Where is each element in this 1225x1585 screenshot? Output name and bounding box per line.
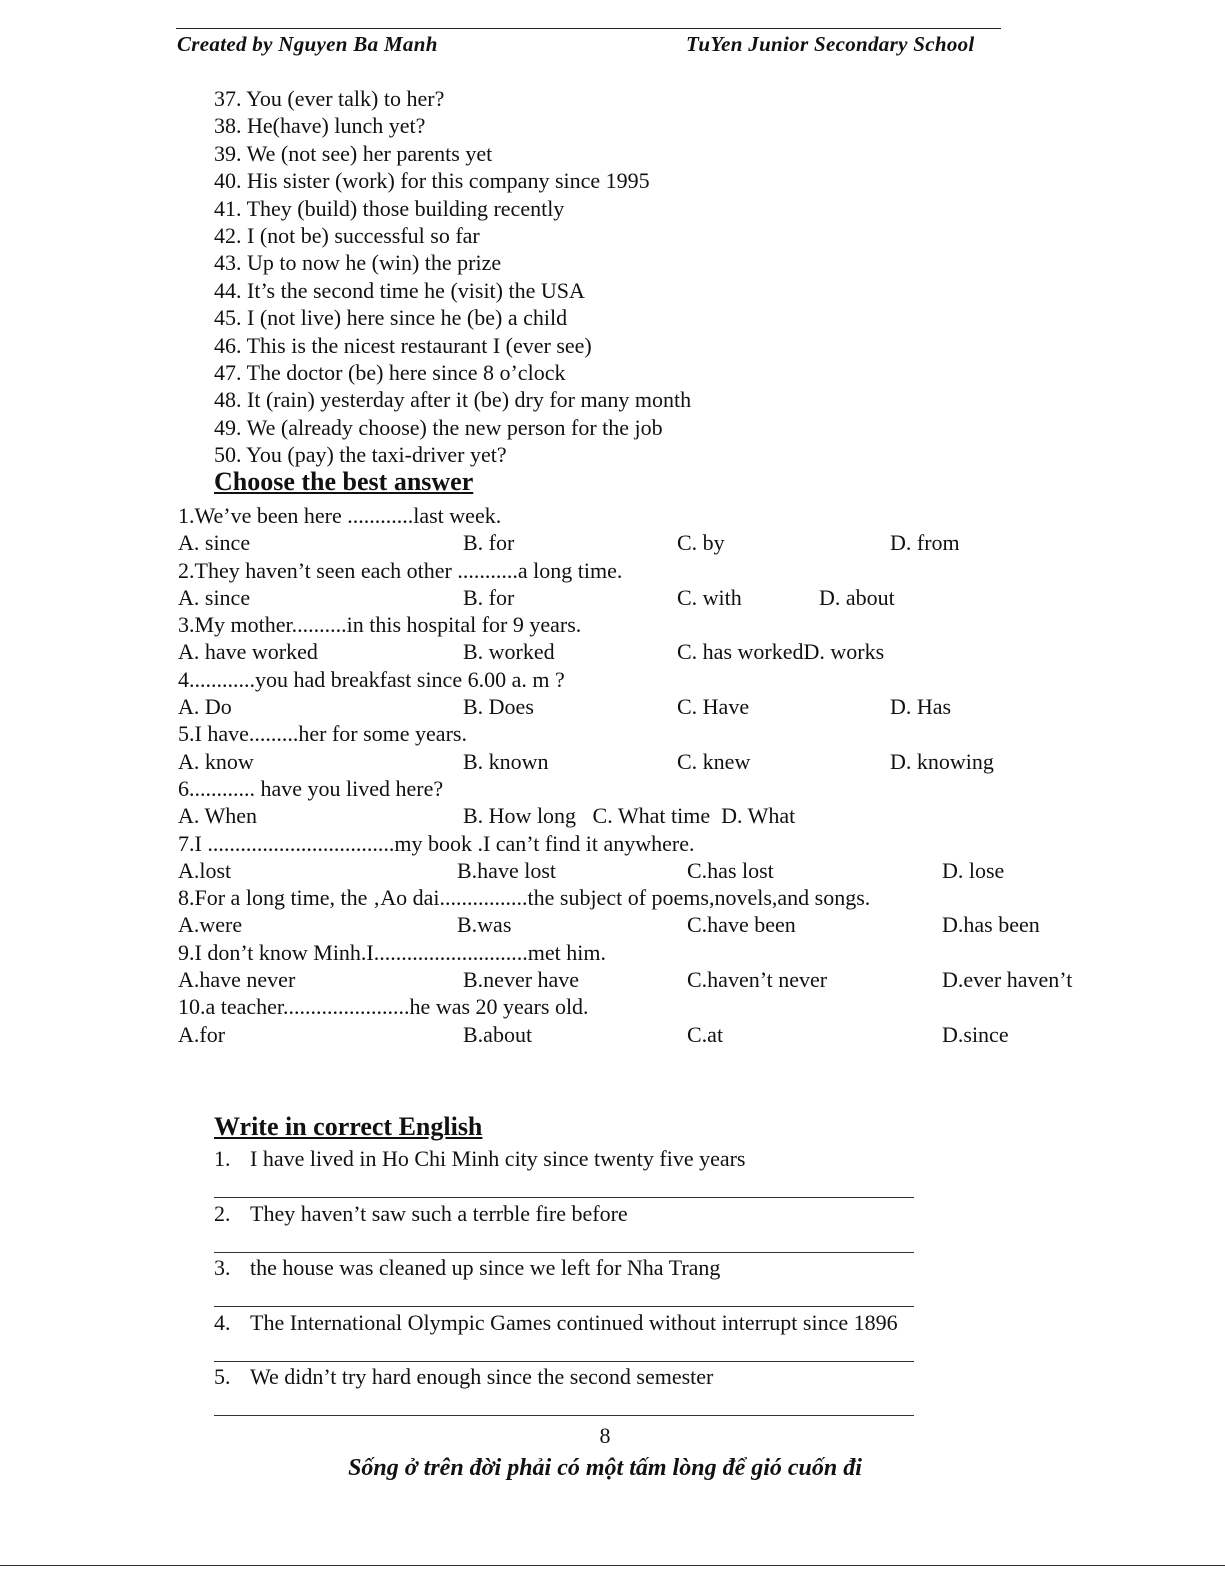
option: A. since [178, 530, 251, 556]
option: C.at [687, 1021, 724, 1047]
question-text: 1.We’ve been here ............last week. [178, 503, 502, 528]
options-row [178, 638, 1098, 665]
options-row [178, 857, 1098, 884]
options-row [178, 584, 1098, 611]
option: D.has been [942, 912, 1040, 938]
question-text: 5.I have.........her for some years. [178, 721, 467, 747]
option: A.have never [178, 967, 296, 993]
write-item [214, 1200, 974, 1255]
write-item-number: 1. [214, 1146, 231, 1171]
option: D. from [890, 530, 960, 556]
answer-line [214, 1306, 914, 1307]
question-text: 6............ have you lived here? [178, 775, 444, 801]
option: B. How long C. What time D. What [463, 803, 796, 829]
write-item-number: 4. [214, 1309, 231, 1335]
option: B.have lost [457, 857, 556, 883]
options-row [178, 748, 1098, 775]
option: D. about [819, 584, 895, 610]
exercise-item: 44. It’s the second time he (visit) the USA [214, 277, 585, 303]
question-text: 2.They haven’t seen each other ...........a long time. [178, 557, 623, 583]
option: C. has workedD. works [677, 639, 885, 665]
exercise-list [214, 85, 691, 468]
header-author: Created by Nguyen Ba Manh [177, 32, 438, 56]
exercise-item: 41. They (build) those building recently [214, 195, 565, 221]
option: B. for [463, 584, 515, 610]
exercise-item: 47. The doctor (be) here since 8 o’clock [214, 359, 566, 385]
write-item-number: 3. [214, 1255, 231, 1281]
option: B.was [457, 912, 512, 938]
exercise-item: 43. Up to now he (win) the prize [214, 250, 502, 276]
exercise-item: 42. I (not be) successful so far [214, 222, 480, 248]
option: A. since [178, 584, 251, 610]
options-row [178, 966, 1098, 993]
option: C. with [677, 584, 742, 610]
footer-motto: Sống ở trên đời phải có một tấm lòng để gió cuốn đi [348, 1455, 862, 1481]
page-number: 8 [599, 1423, 611, 1448]
exercise-item: 50. You (pay) the taxi-driver yet? [214, 442, 507, 468]
exercise-item: 46. This is the nicest restaurant I (ever see) [214, 332, 592, 358]
option: A.were [178, 912, 243, 938]
write-heading: Write in correct English [214, 1112, 483, 1141]
options-row [178, 911, 1098, 938]
exercise-item: 39. We (not see) her parents yet [214, 140, 493, 166]
option: D. Has [890, 694, 952, 720]
option: B. Does [463, 694, 534, 720]
exercise-item: 38. He(have) lunch yet? [214, 113, 426, 139]
option: A. know [178, 748, 254, 774]
options-row [178, 1021, 1098, 1048]
exercise-item: 40. His sister (work) for this company since 1995 [214, 168, 650, 194]
question-text: 7.I ..................................my book .I can’t find it anywhere. [178, 830, 695, 856]
header-school: TuYen Junior Secondary School [686, 32, 975, 56]
question-text: 8.For a long time, the ‚Ao dai................the subject of poems,novels,and songs. [178, 885, 871, 911]
option: B. for [463, 530, 515, 556]
option: C. by [677, 530, 725, 556]
exercise-item: 49. We (already choose) the new person for the job [214, 414, 663, 440]
header-rule [176, 28, 1001, 29]
option: D. knowing [890, 748, 994, 774]
options-row [178, 529, 1098, 556]
write-item-number: 2. [214, 1200, 231, 1226]
question-text: 4............you had breakfast since 6.00 a. m ? [178, 666, 565, 692]
option: B. known [463, 748, 549, 774]
option: C.has lost [687, 857, 774, 883]
option: A. When [178, 803, 258, 829]
question-text: 9.I don’t know Minh.I............................met him. [178, 939, 606, 965]
option: A.lost [178, 857, 232, 883]
question-text: 3.My mother..........in this hospital for 9 years. [178, 612, 582, 638]
option: B. worked [463, 639, 555, 665]
option: C.have been [687, 912, 796, 938]
answer-line [214, 1252, 914, 1253]
write-item-text: They haven’t saw such a terrble fire before [250, 1200, 628, 1226]
write-item-text: The International Olympic Games continued without interrupt since 1896 [250, 1309, 898, 1335]
write-item [214, 1254, 974, 1309]
exercise-item: 45. I (not live) here since he (be) a child [214, 305, 568, 331]
option: D. lose [942, 857, 1005, 883]
option: D.since [942, 1021, 1009, 1047]
option: C.haven’t never [687, 967, 828, 993]
write-item [214, 1363, 974, 1418]
exercise-item: 48. It (rain) yesterday after it (be) dry for many month [214, 387, 692, 413]
option: A.for [178, 1021, 226, 1047]
option: C. knew [677, 748, 751, 774]
choose-heading: Choose the best answer [214, 467, 474, 496]
write-item [214, 1145, 974, 1200]
options-row [178, 693, 1098, 720]
write-item [214, 1309, 974, 1364]
write-item-text: We didn’t try hard enough since the second semester [250, 1364, 714, 1390]
write-list [214, 1145, 974, 1418]
write-item-text: the house was cleaned up since we left for Nha Trang [250, 1255, 721, 1281]
write-item-number: 5. [214, 1364, 231, 1390]
answer-line [214, 1197, 914, 1198]
multiple-choice-section [178, 502, 1098, 1048]
option: A. have worked [178, 639, 318, 665]
option: B.never have [463, 967, 580, 993]
option: D.ever haven’t [942, 967, 1073, 993]
options-row [178, 802, 1098, 829]
option: B.about [463, 1021, 533, 1047]
question-text: 10.a teacher.......................he was 20 years old. [178, 994, 589, 1020]
answer-line [214, 1361, 914, 1362]
exercise-item: 37. You (ever talk) to her? [214, 86, 445, 111]
option: A. Do [178, 694, 232, 720]
write-item-text: I have lived in Ho Chi Minh city since twenty five years [250, 1146, 746, 1171]
bottom-rule [0, 1565, 1225, 1566]
option: C. Have [677, 694, 750, 720]
answer-line [214, 1415, 914, 1416]
